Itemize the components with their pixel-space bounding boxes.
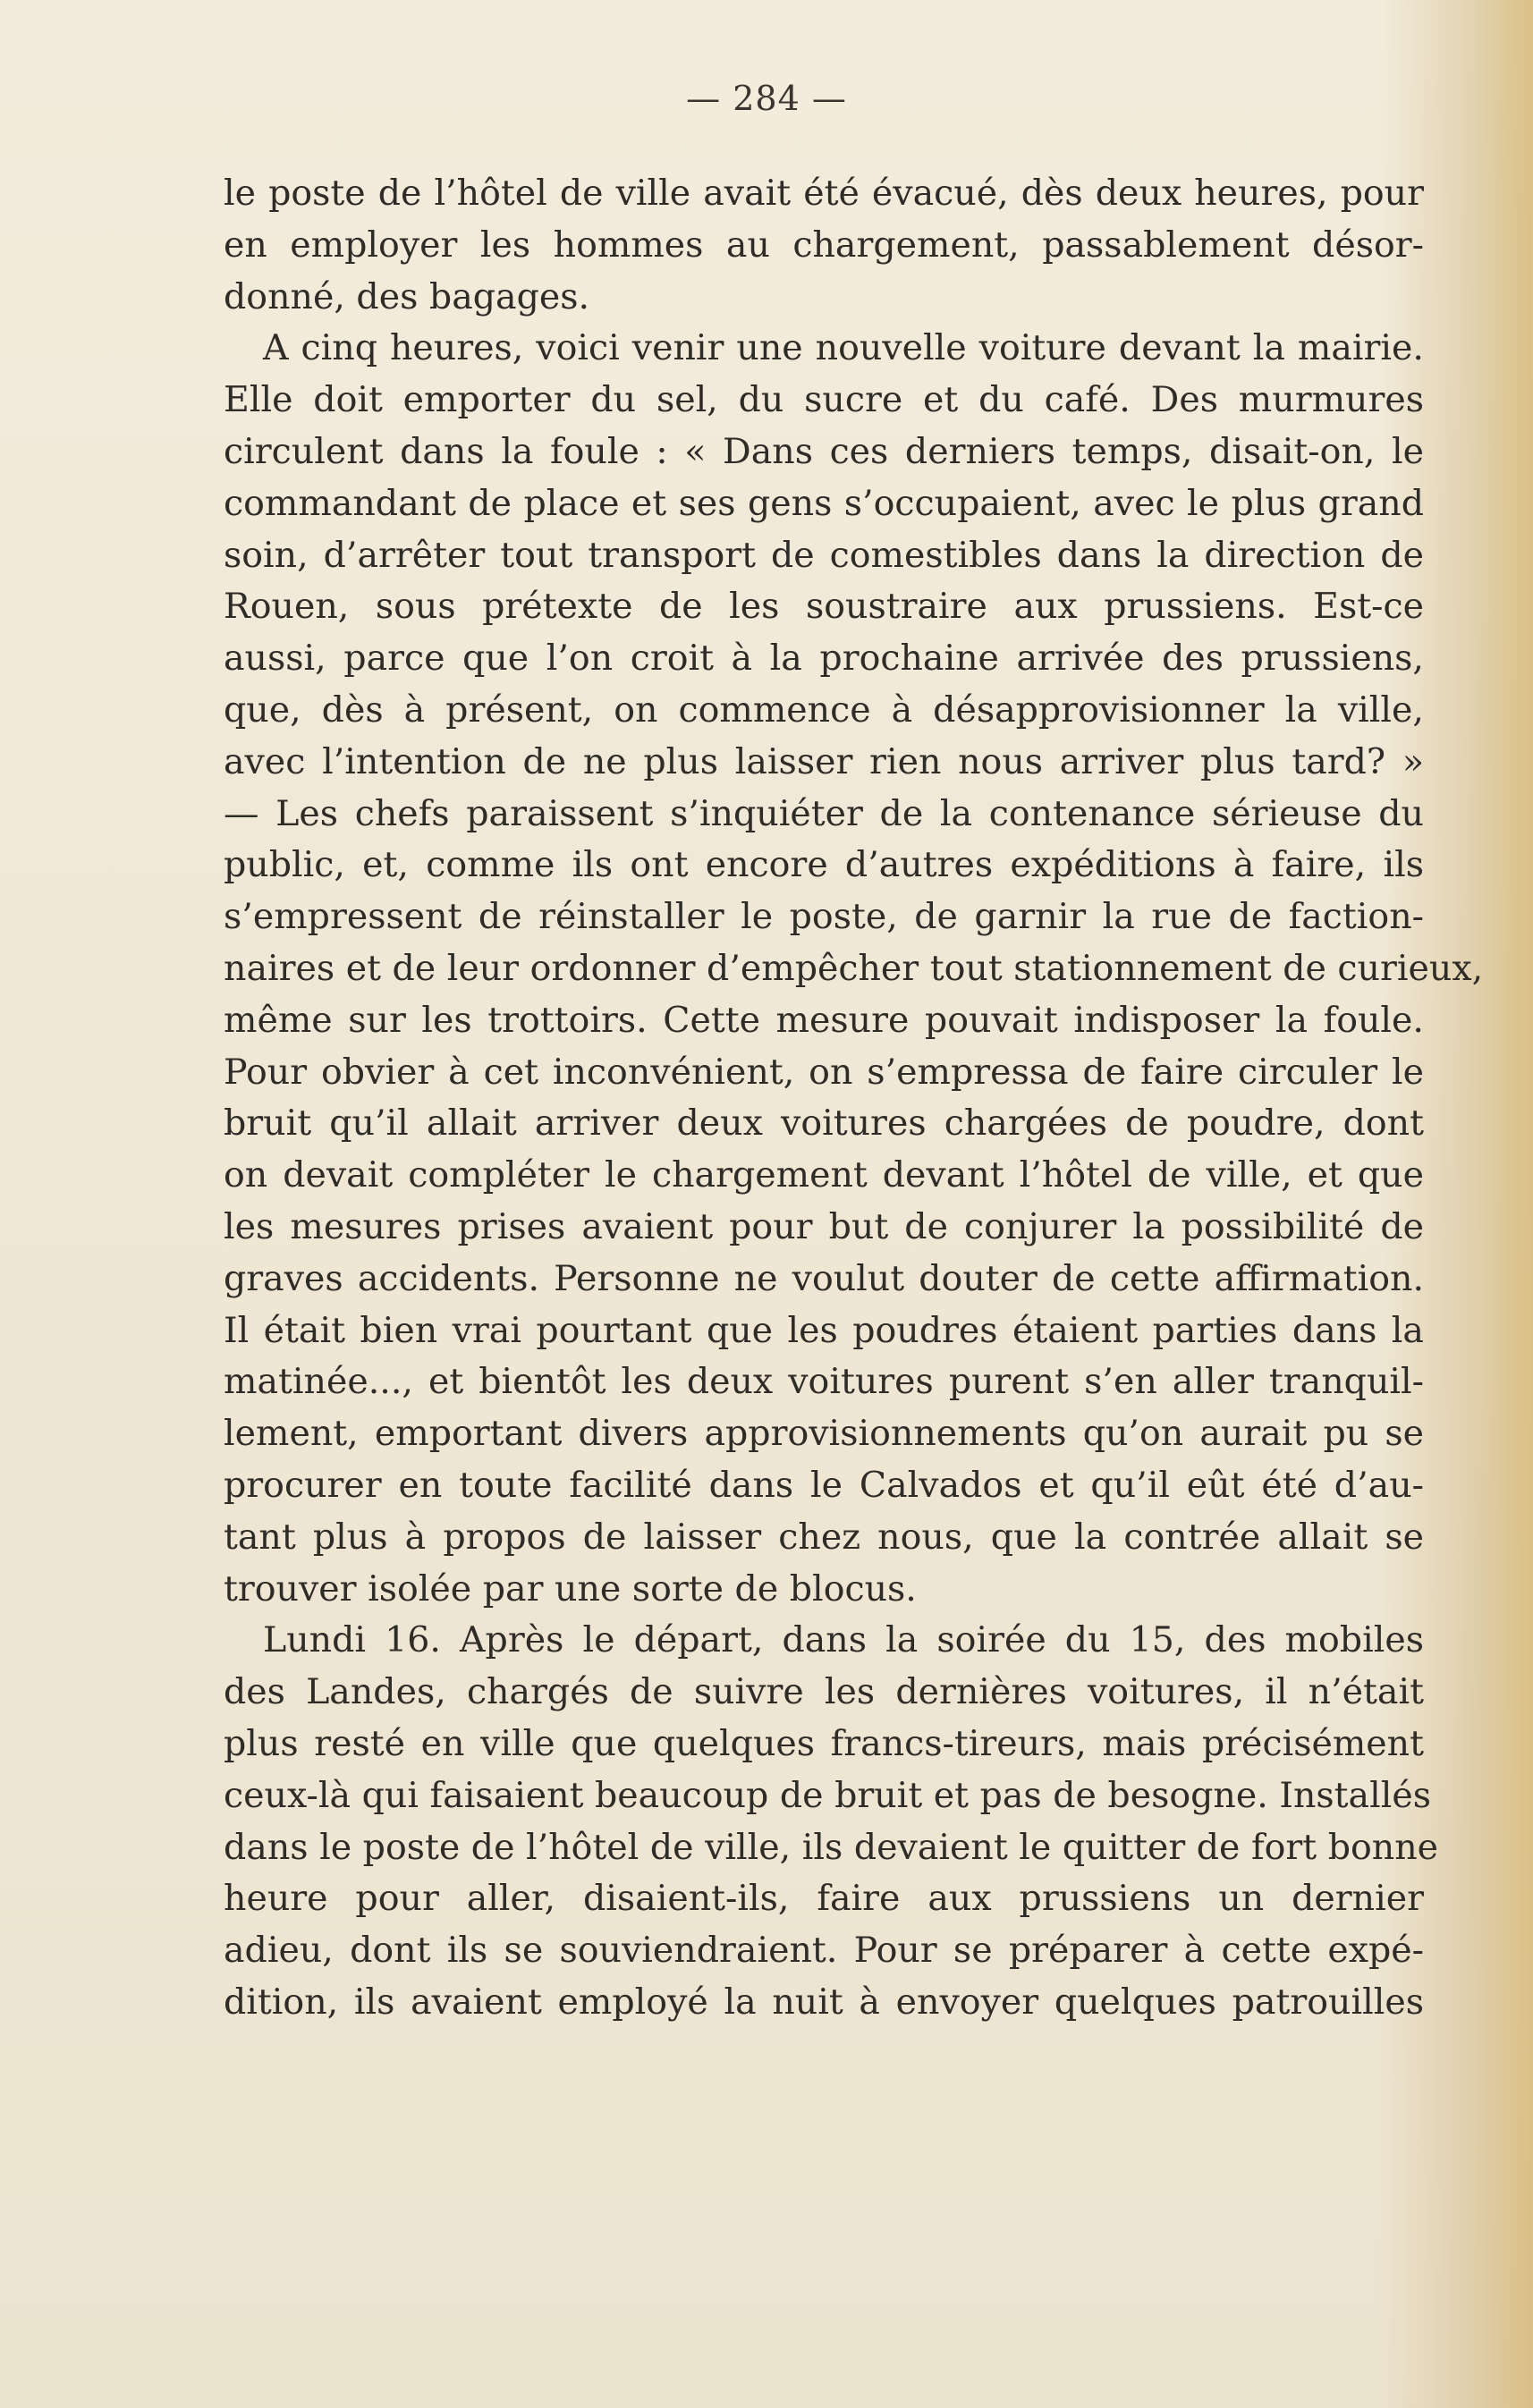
text-line: ceux-là qui faisaient beaucoup de bruit et pas de besogne. Installés — [224, 1774, 1432, 1816]
text-line: Lundi 16. Après le départ, dans la soirée du 15, des mobiles — [263, 1619, 1424, 1661]
text-line: en employer les hommes au chargement, passablement désor- — [224, 224, 1424, 266]
text-line: les mesures prises avaient pour but de conjurer la possibilité de — [224, 1205, 1424, 1247]
text-line: tant plus à propos de laisser chez nous, que la contrée allait se — [224, 1516, 1424, 1558]
text-line: s’empressent de réinstaller le poste, de garnir la rue de faction- — [224, 896, 1424, 938]
text-line: naires et de leur ordonner d’empêcher tout stationnement de curieux, — [224, 947, 1484, 989]
text-line: dans le poste de l’hôtel de ville, ils devaient le quitter de fort bonne — [224, 1826, 1439, 1868]
text-line: Elle doit emporter du sel, du sucre et du café. Des murmures — [224, 379, 1424, 421]
text-line: avec l’intention de ne plus laisser rien nous arriver plus tard? » — [224, 740, 1424, 782]
text-line: circulent dans la foule : « Dans ces derniers temps, disait-on, le — [224, 430, 1424, 472]
text-line: le poste de l’hôtel de ville avait été évacué, dès deux heures, pour — [224, 173, 1424, 214]
text-line: Rouen, sous prétexte de les soustraire aux prussiens. Est-ce — [224, 586, 1424, 628]
text-line: A cinq heures, voici venir une nouvelle voiture devant la mairie. — [263, 327, 1424, 369]
text-line: soin, d’arrêter tout transport de comestibles dans la direction de — [224, 534, 1424, 576]
body-text — [224, 168, 1484, 2029]
text-line: procurer en toute facilité dans le Calvados et qu’il eût été d’au- — [224, 1464, 1424, 1506]
text-line: dition, ils avaient employé la nuit à envoyer quelques patrouilles — [224, 1981, 1424, 2023]
text-line: aussi, parce que l’on croit à la prochaine arrivée des prussiens, — [224, 638, 1424, 680]
text-line: plus resté en ville que quelques francs-tireurs, mais précisément — [224, 1722, 1424, 1764]
text-line: public, et, comme ils ont encore d’autres expéditions à faire, ils — [224, 844, 1424, 886]
text-line: bruit qu’il allait arriver deux voitures chargées de poudre, dont — [224, 1103, 1424, 1145]
text-line: trouver isolée par une sorte de blocus. — [224, 1567, 917, 1610]
text-line: graves accidents. Personne ne voulut douter de cette affirmation. — [224, 1257, 1424, 1299]
text-line: on devait compléter le chargement devant l’hôtel de ville, et que — [224, 1154, 1424, 1196]
text-line: adieu, dont ils se souviendraient. Pour se préparer à cette expé- — [224, 1930, 1424, 1972]
text-line: même sur les trottoirs. Cette mesure pouvait indisposer la foule. — [224, 999, 1424, 1041]
text-line: — Les chefs paraissent s’inquiéter de la contenance sérieuse du — [224, 792, 1424, 834]
text-line: matinée..., et bientôt les deux voitures purent s’en aller tranquil- — [224, 1361, 1424, 1403]
text-line: Pour obvier à cet inconvénient, on s’empressa de faire circuler le — [224, 1051, 1424, 1093]
text-line: Il était bien vrai pourtant que les poudres étaient parties dans la — [224, 1309, 1424, 1351]
text-line: donné, des bagages. — [224, 275, 590, 317]
text-line: que, dès à présent, on commence à désapprovisionner la ville, — [224, 689, 1424, 731]
text-line: commandant de place et ses gens s’occupaient, avec le plus grand — [224, 482, 1424, 524]
page-number: — 284 — — [686, 79, 847, 118]
text-line: lement, emportant divers approvisionnements qu’on aurait pu se — [224, 1413, 1424, 1455]
text-line: des Landes, chargés de suivre les dernières voitures, il n’était — [224, 1671, 1424, 1713]
text-line: heure pour aller, disaient-ils, faire aux prussiens un dernier — [224, 1878, 1424, 1920]
